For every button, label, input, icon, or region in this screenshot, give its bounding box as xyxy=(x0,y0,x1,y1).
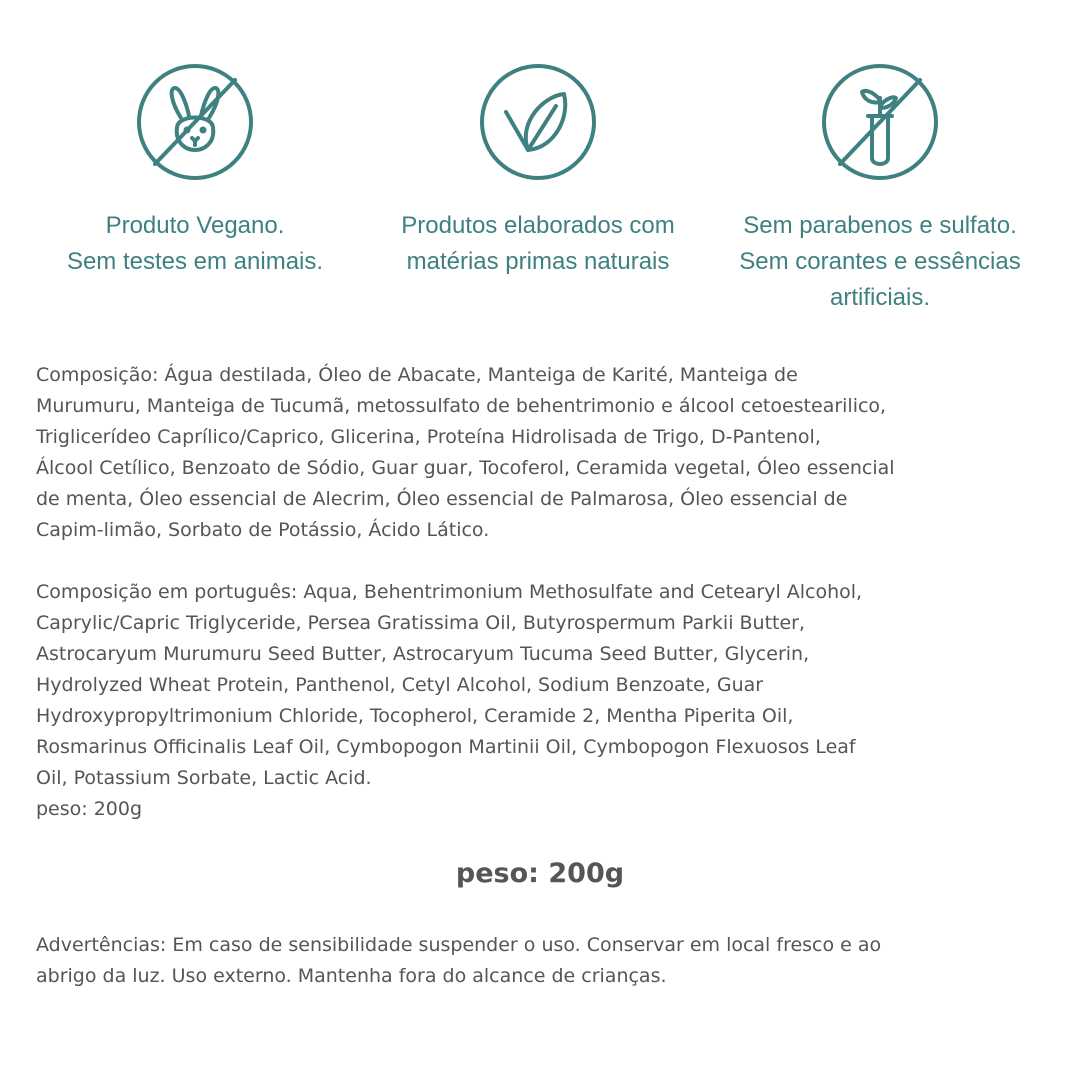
inci-line: Astrocaryum Murumuru Seed Butter, Astrocaryum Tucuma Seed Butter, Glycerin, xyxy=(36,643,810,665)
composition-line: de menta, Óleo essencial de Alecrim, Óleo essencial de Palmarosa, Óleo essencial de xyxy=(36,488,848,510)
composition-line: Murumuru, Manteiga de Tucumã, metossulfato de behentrimonio e álcool cetoestearilico, xyxy=(36,395,887,417)
feature-natural-line-2: matérias primas naturais xyxy=(406,248,670,275)
warnings-paragraph xyxy=(36,930,1056,992)
weight-inline: peso: 200g xyxy=(36,798,143,820)
feature-vegan xyxy=(30,62,360,280)
feature-natural xyxy=(373,62,703,280)
inci-line: Oil, Potassium Sorbate, Lactic Acid. xyxy=(36,767,372,789)
vegan-leaf-icon xyxy=(478,62,598,182)
feature-natural-line-1: Produtos elaborados com xyxy=(401,212,675,239)
feature-no-chemicals-caption xyxy=(715,208,1045,316)
inci-line: Rosmarinus Officinalis Leaf Oil, Cymbopogon Martinii Oil, Cymbopogon Flexuosos Leaf xyxy=(36,736,856,758)
composition-line: Capim-limão, Sorbato de Potássio, Ácido Lático. xyxy=(36,519,490,541)
warning-line: abrigo da luz. Uso externo. Mantenha fora do alcance de crianças. xyxy=(36,965,667,987)
inci-line: Hydrolyzed Wheat Protein, Panthenol, Cetyl Alcohol, Sodium Benzoate, Guar xyxy=(36,674,764,696)
feature-no-chemicals-line-1: Sem parabenos e sulfato. xyxy=(743,212,1017,239)
composition-paragraph xyxy=(36,360,1056,546)
feature-no-chemicals xyxy=(715,62,1045,316)
inci-line: Caprylic/Capric Triglyceride, Persea Gratissima Oil, Butyrospermum Parkii Butter, xyxy=(36,612,806,634)
composition-line: Triglicerídeo Caprílico/Caprico, Glicerina, Proteína Hidrolisada de Trigo, D-Pantenol, xyxy=(36,426,821,448)
feature-natural-caption xyxy=(373,208,703,280)
no-chemicals-icon xyxy=(820,62,940,182)
features-row xyxy=(0,62,1080,322)
composition-line: Álcool Cetílico, Benzoato de Sódio, Guar guar, Tocoferol, Ceramida vegetal, Óleo essencial xyxy=(36,457,895,479)
inci-line: Composição em português: Aqua, Behentrimonium Methosulfate and Cetearyl Alcohol, xyxy=(36,581,863,603)
composition-inci-paragraph xyxy=(36,577,1056,825)
feature-vegan-line-1: Produto Vegano. xyxy=(105,212,285,239)
no-animal-testing-icon xyxy=(135,62,255,182)
warning-line: Advertências: Em caso de sensibilidade suspender o uso. Conservar em local fresco e ao xyxy=(36,934,882,956)
feature-no-chemicals-line-2: Sem corantes e essências xyxy=(739,248,1021,275)
feature-vegan-caption xyxy=(30,208,360,280)
feature-no-chemicals-line-3: artificiais. xyxy=(829,284,931,311)
weight-heading: peso: 200g xyxy=(455,858,625,889)
feature-vegan-line-2: Sem testes em animais. xyxy=(66,248,324,275)
inci-line: Hydroxypropyltrimonium Chloride, Tocopherol, Ceramide 2, Mentha Piperita Oil, xyxy=(36,705,794,727)
composition-line: Composição: Água destilada, Óleo de Abacate, Manteiga de Karité, Manteiga de xyxy=(36,364,798,386)
